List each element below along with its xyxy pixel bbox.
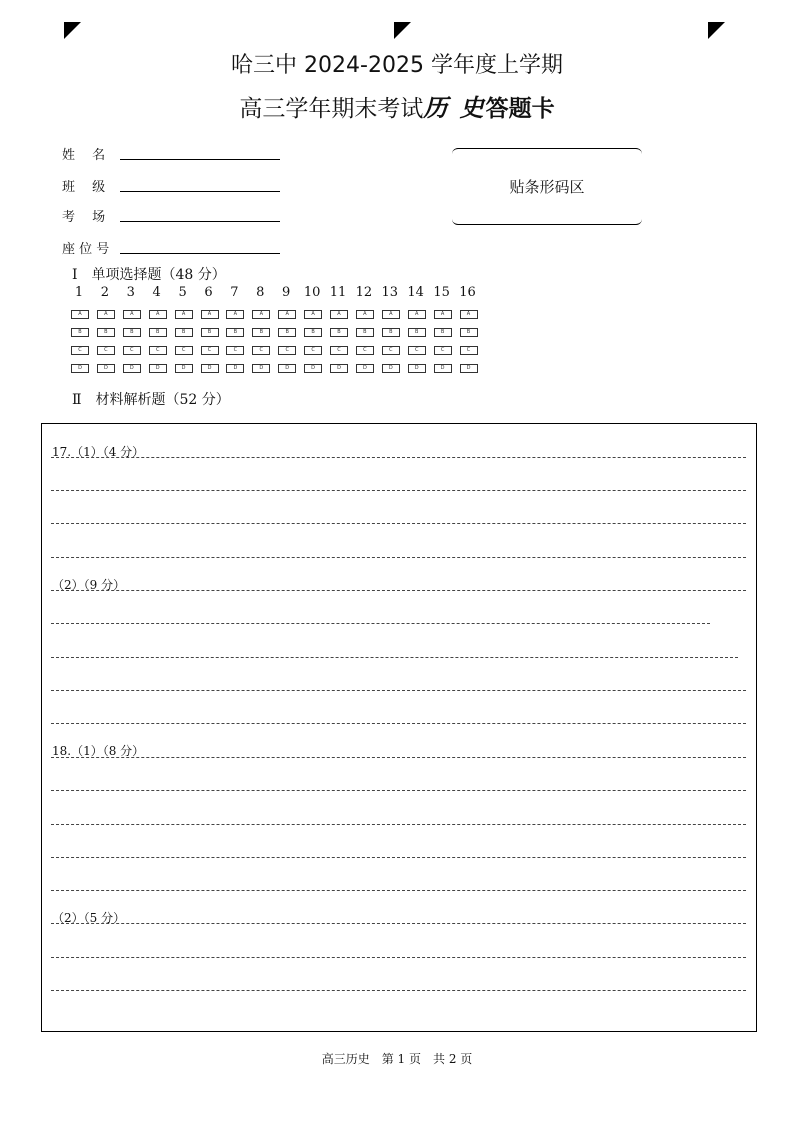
option-bubble[interactable]: D	[460, 364, 478, 373]
option-bubble[interactable]: B	[408, 328, 426, 337]
option-bubble[interactable]: D	[226, 364, 244, 373]
question-number: 10	[303, 285, 321, 300]
option-bubble[interactable]: B	[434, 328, 452, 337]
class-line	[120, 191, 280, 192]
q18-part1-label: 18.（1）（8 分）	[52, 744, 145, 758]
option-bubble[interactable]: D	[356, 364, 374, 373]
option-bubble[interactable]: C	[408, 346, 426, 355]
answer-line[interactable]	[51, 490, 746, 491]
class-label: 班 级	[62, 180, 106, 195]
option-bubble[interactable]: C	[356, 346, 374, 355]
option-bubble[interactable]: D	[71, 364, 89, 373]
question-number: 16	[459, 285, 476, 300]
option-column	[304, 310, 322, 382]
option-bubble[interactable]: D	[278, 364, 296, 373]
option-bubble[interactable]: A	[408, 310, 426, 319]
option-bubble[interactable]: C	[226, 346, 244, 355]
option-column	[460, 310, 478, 382]
question-number: 4	[152, 285, 161, 300]
question-number: 1	[74, 285, 84, 300]
option-bubble[interactable]: C	[304, 346, 322, 355]
q18-part2-label: （2）（5 分）	[52, 911, 126, 925]
option-column	[278, 310, 296, 382]
answer-line[interactable]	[51, 557, 746, 558]
option-bubble[interactable]: A	[97, 310, 115, 319]
option-bubble[interactable]: B	[97, 328, 115, 337]
option-bubble[interactable]: B	[382, 328, 400, 337]
question-number: 7	[230, 285, 239, 300]
question-number: 14	[407, 285, 424, 300]
option-column	[201, 310, 219, 382]
answer-line[interactable]	[51, 690, 746, 691]
option-bubble[interactable]: C	[330, 346, 348, 355]
option-bubble[interactable]: C	[201, 346, 219, 355]
option-bubble[interactable]: D	[330, 364, 348, 373]
exam-room-field[interactable]	[62, 206, 120, 224]
question-number: 6	[204, 285, 213, 300]
page-footer: 高三历史 第 1 页 共 2 页	[321, 1052, 473, 1066]
seat-number-line	[120, 253, 280, 254]
option-bubble[interactable]: C	[434, 346, 452, 355]
option-bubble[interactable]: D	[123, 364, 141, 373]
option-column	[382, 310, 400, 382]
name-line	[120, 159, 280, 160]
option-bubble[interactable]: B	[252, 328, 270, 337]
answer-line[interactable]	[51, 957, 746, 958]
option-column	[175, 310, 193, 382]
question-number: 15	[433, 285, 450, 300]
question-number: 9	[282, 285, 291, 300]
answer-line[interactable]	[51, 923, 746, 924]
name-label: 姓 名	[62, 148, 106, 163]
option-bubble[interactable]: B	[201, 328, 219, 337]
option-bubble[interactable]: A	[149, 310, 167, 319]
option-bubble[interactable]: A	[434, 310, 452, 319]
page-subtitle	[0, 88, 794, 123]
seat-number-label: 座 位 号	[62, 242, 110, 257]
answer-line[interactable]	[51, 990, 746, 991]
option-bubble[interactable]: B	[304, 328, 322, 337]
option-bubble[interactable]: D	[175, 364, 193, 373]
answer-line[interactable]	[51, 623, 710, 624]
option-bubble[interactable]: C	[460, 346, 478, 355]
option-bubble[interactable]: B	[71, 328, 89, 337]
option-bubble[interactable]: D	[97, 364, 115, 373]
option-bubble[interactable]: C	[71, 346, 89, 355]
answer-line[interactable]	[51, 723, 746, 724]
name-field[interactable]	[62, 144, 120, 162]
answer-line[interactable]	[51, 757, 746, 758]
subtitle-prefix: 高三学年期末考试	[239, 96, 424, 122]
option-bubble[interactable]: A	[460, 310, 478, 319]
option-bubble[interactable]: C	[175, 346, 193, 355]
option-column	[356, 310, 374, 382]
option-bubble[interactable]: A	[201, 310, 219, 319]
option-bubble[interactable]: C	[97, 346, 115, 355]
option-bubble[interactable]: A	[175, 310, 193, 319]
answer-line[interactable]	[51, 824, 746, 825]
option-column	[97, 310, 115, 382]
option-bubble[interactable]: B	[460, 328, 478, 337]
answer-line[interactable]	[51, 890, 746, 891]
answer-line[interactable]	[51, 457, 746, 458]
option-bubble[interactable]: B	[330, 328, 348, 337]
subtitle-suffix: 答题卡	[485, 96, 555, 122]
class-field[interactable]	[62, 176, 120, 194]
section1-title: Ⅰ 单项选择题（48 分）	[72, 267, 226, 283]
option-bubble[interactable]: C	[149, 346, 167, 355]
subject-name: 历 史	[423, 93, 486, 122]
question-number: 12	[355, 285, 373, 300]
option-column	[252, 310, 270, 382]
barcode-area	[452, 148, 642, 225]
option-bubble[interactable]: D	[434, 364, 452, 373]
option-bubble[interactable]: C	[252, 346, 270, 355]
option-bubble[interactable]: D	[408, 364, 426, 373]
option-bubble[interactable]: C	[278, 346, 296, 355]
answer-line[interactable]	[51, 857, 746, 858]
option-column	[408, 310, 426, 382]
option-bubble[interactable]: A	[382, 310, 400, 319]
question-number: 13	[381, 285, 399, 300]
option-bubble[interactable]: A	[278, 310, 296, 319]
option-bubble[interactable]: B	[226, 328, 244, 337]
question-number: 5	[178, 285, 187, 300]
option-bubble[interactable]: C	[123, 346, 141, 355]
question-number: 8	[256, 285, 265, 300]
question-number: 2	[100, 285, 110, 300]
page-title: 哈三中 2024-2025 学年度上学期	[231, 53, 563, 78]
question-number: 3	[126, 285, 135, 300]
option-bubble[interactable]: D	[149, 364, 167, 373]
option-column	[330, 310, 348, 382]
q17-part1-label: 17.（1）（4 分）	[52, 445, 145, 459]
seat-number-field[interactable]	[62, 238, 120, 256]
option-bubble[interactable]: D	[201, 364, 219, 373]
option-bubble[interactable]: D	[382, 364, 400, 373]
option-bubble[interactable]: A	[226, 310, 244, 319]
option-bubble[interactable]: B	[149, 328, 167, 337]
option-bubble[interactable]: D	[252, 364, 270, 373]
option-column	[149, 310, 167, 382]
option-bubble[interactable]: C	[382, 346, 400, 355]
question-number: 11	[329, 285, 347, 300]
q17-part2-label: （2）（9 分）	[52, 578, 126, 592]
answer-line[interactable]	[51, 657, 738, 658]
option-bubble[interactable]: D	[304, 364, 322, 373]
section2-title: Ⅱ 材料解析题（52 分）	[72, 392, 230, 408]
option-bubble[interactable]: A	[330, 310, 348, 319]
option-column	[71, 310, 89, 382]
option-bubble[interactable]: A	[123, 310, 141, 319]
exam-room-line	[120, 221, 280, 222]
answer-box	[41, 423, 757, 1032]
barcode-label: 贴条形码区	[509, 178, 585, 196]
option-bubble[interactable]: B	[356, 328, 374, 337]
option-column	[123, 310, 141, 382]
option-bubble[interactable]: A	[71, 310, 89, 319]
answer-line[interactable]	[51, 523, 746, 524]
exam-room-label: 考 场	[62, 210, 106, 225]
option-bubble[interactable]: A	[356, 310, 374, 319]
option-column	[434, 310, 452, 382]
option-column	[226, 310, 244, 382]
option-bubble[interactable]: B	[175, 328, 193, 337]
option-bubble[interactable]: A	[252, 310, 270, 319]
option-bubble[interactable]: B	[123, 328, 141, 337]
option-bubble[interactable]: B	[278, 328, 296, 337]
option-bubble[interactable]: A	[304, 310, 322, 319]
answer-line[interactable]	[51, 790, 746, 791]
answer-line[interactable]	[51, 590, 746, 591]
registration-mark-right	[708, 22, 725, 39]
registration-mark-center	[394, 22, 411, 39]
registration-mark-left	[64, 22, 81, 39]
